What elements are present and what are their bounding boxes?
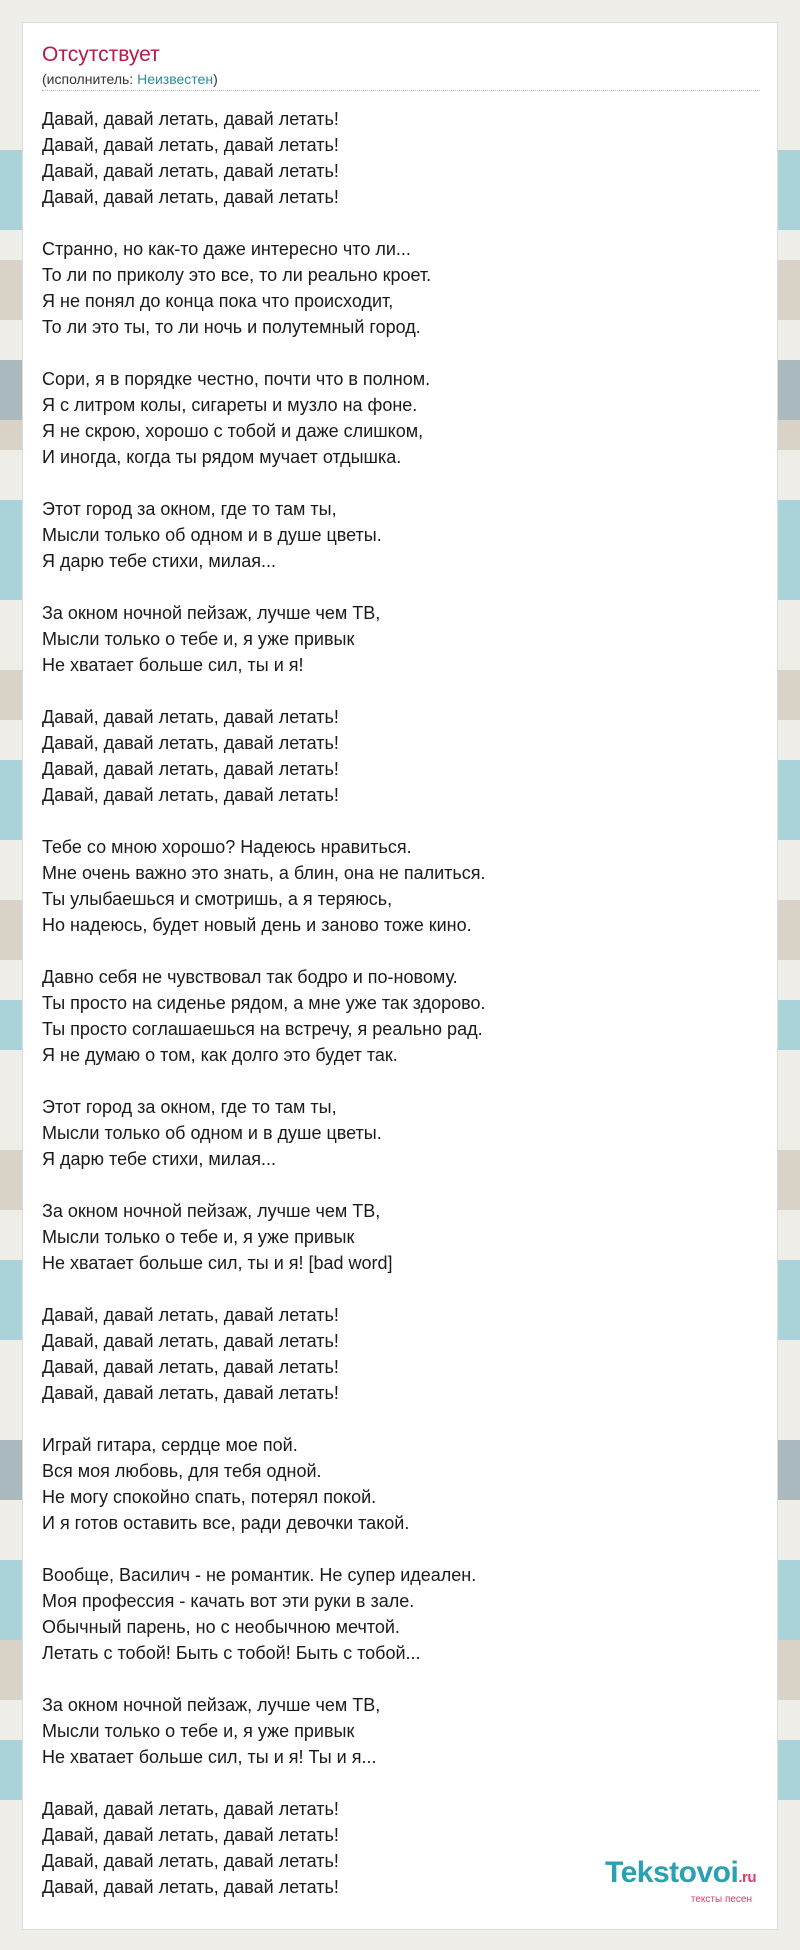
- logo-wordmark: [605, 1858, 756, 1893]
- lyric-line: Давай, давай летать, давай летать!: [42, 135, 339, 155]
- lyric-line: Моя профессия - качать вот эти руки в зале.: [42, 1591, 415, 1611]
- lyrics-stanza: [42, 1562, 760, 1666]
- performer-line: [42, 70, 760, 88]
- lyric-line: Я дарю тебе стихи, милая...: [42, 551, 277, 571]
- lyric-line: Сори, я в порядке честно, почти что в полном.: [42, 369, 431, 389]
- lyrics-stanza: [42, 496, 760, 574]
- lyrics-stanza: [42, 834, 760, 938]
- lyric-line: То ли это ты, то ли ночь и полутемный город.: [42, 317, 421, 337]
- lyric-line: Летать с тобой! Быть с тобой! Быть с тобой...: [42, 1643, 421, 1663]
- lyric-line: Мысли только о тебе и, я уже привык: [42, 1227, 355, 1247]
- performer-suffix: ): [213, 71, 218, 87]
- lyric-line: Ты просто на сиденье рядом, а мне уже так здорово.: [42, 993, 486, 1013]
- logo-tld: .ru: [738, 1869, 756, 1886]
- lyric-line: Давай, давай летать, давай летать!: [42, 1851, 339, 1871]
- logo-main-text: Tekstovoi: [605, 1856, 739, 1889]
- lyric-line: Мысли только об одном и в душе цветы.: [42, 525, 382, 545]
- lyrics-stanza: [42, 1432, 760, 1536]
- lyric-line: Давно себя не чувствовал так бодро и по-новому.: [42, 967, 458, 987]
- lyrics-stanza: [42, 704, 760, 808]
- lyric-line: Давай, давай летать, давай летать!: [42, 1331, 339, 1351]
- song-header: [42, 43, 760, 91]
- lyric-line: Странно, но как-то даже интересно что ли...: [42, 239, 411, 259]
- lyric-line: Давай, давай летать, давай летать!: [42, 785, 339, 805]
- performer-link[interactable]: Неизвестен: [137, 71, 214, 87]
- lyric-line: Давай, давай летать, давай летать!: [42, 1305, 339, 1325]
- lyric-line: Мысли только о тебе и, я уже привык: [42, 629, 355, 649]
- lyric-line: Мысли только о тебе и, я уже привык: [42, 1721, 355, 1741]
- lyric-line: Не хватает больше сил, ты и я! [bad word]: [42, 1253, 393, 1273]
- lyrics-stanza: [42, 366, 760, 470]
- lyric-line: Вообще, Василич - не романтик. Не супер идеален.: [42, 1565, 477, 1585]
- lyrics-stanza: [42, 964, 760, 1068]
- lyric-line: Я не думаю о том, как долго это будет так.: [42, 1045, 398, 1065]
- lyric-line: Вся моя любовь, для тебя одной.: [42, 1461, 322, 1481]
- lyric-line: Давай, давай летать, давай летать!: [42, 161, 339, 181]
- lyric-line: За окном ночной пейзаж, лучше чем ТВ,: [42, 603, 381, 623]
- lyrics-stanza: [42, 1094, 760, 1172]
- lyrics-stanza: [42, 1692, 760, 1770]
- lyric-line: Давай, давай летать, давай летать!: [42, 187, 339, 207]
- lyric-line: Тебе со мною хорошо? Надеюсь нравиться.: [42, 837, 412, 857]
- lyric-line: Я дарю тебе стихи, милая...: [42, 1149, 277, 1169]
- lyrics-card: [22, 22, 778, 1930]
- logo-tagline: тексты песен: [690, 1894, 752, 1905]
- lyric-line: Мысли только об одном и в душе цветы.: [42, 1123, 382, 1143]
- lyric-line: Этот город за окном, где то там ты,: [42, 1097, 337, 1117]
- lyrics-body: [42, 106, 760, 1926]
- lyrics-stanza: [42, 600, 760, 678]
- lyrics-stanza: [42, 236, 760, 340]
- lyric-line: Давай, давай летать, давай летать!: [42, 1877, 339, 1897]
- site-logo[interactable]: [605, 1858, 756, 1905]
- lyric-line: За окном ночной пейзаж, лучше чем ТВ,: [42, 1201, 381, 1221]
- lyric-line: Я не понял до конца пока что происходит,: [42, 291, 394, 311]
- lyric-line: Давай, давай летать, давай летать!: [42, 1357, 339, 1377]
- lyric-line: Не хватает больше сил, ты и я! Ты и я...: [42, 1747, 377, 1767]
- lyric-line: Я с литром колы, сигареты и музло на фоне.: [42, 395, 418, 415]
- lyric-line: Ты улыбаешься и смотришь, а я теряюсь,: [42, 889, 393, 909]
- lyrics-stanza: [42, 1198, 760, 1276]
- lyric-line: Давай, давай летать, давай летать!: [42, 1383, 339, 1403]
- lyric-line: Мне очень важно это знать, а блин, она не палиться.: [42, 863, 486, 883]
- header-divider: [42, 90, 760, 91]
- lyric-line: За окном ночной пейзаж, лучше чем ТВ,: [42, 1695, 381, 1715]
- lyric-line: Не хватает больше сил, ты и я!: [42, 655, 304, 675]
- lyric-line: Давай, давай летать, давай летать!: [42, 109, 339, 129]
- lyrics-stanza: [42, 1302, 760, 1406]
- lyric-line: Не могу спокойно спать, потерял покой.: [42, 1487, 377, 1507]
- lyric-line: То ли по приколу это все, то ли реально кроет.: [42, 265, 432, 285]
- lyric-line: И я готов оставить все, ради девочки такой.: [42, 1513, 410, 1533]
- lyric-line: Обычный парень, но с необычною мечтой.: [42, 1617, 400, 1637]
- lyrics-stanza: [42, 106, 760, 210]
- lyric-line: Ты просто соглашаешься на встречу, я реально рад.: [42, 1019, 483, 1039]
- lyric-line: Давай, давай летать, давай летать!: [42, 759, 339, 779]
- lyric-line: Но надеюсь, будет новый день и заново тоже кино.: [42, 915, 472, 935]
- performer-prefix: (исполнитель:: [42, 71, 138, 87]
- lyric-line: Я не скрою, хорошо с тобой и даже слишком,: [42, 421, 424, 441]
- lyric-line: Этот город за окном, где то там ты,: [42, 499, 337, 519]
- song-title: Отсутствует: [42, 43, 160, 66]
- lyric-line: Давай, давай летать, давай летать!: [42, 733, 339, 753]
- lyric-line: Давай, давай летать, давай летать!: [42, 1825, 339, 1845]
- lyric-line: И иногда, когда ты рядом мучает отдышка.: [42, 447, 402, 467]
- lyric-line: Давай, давай летать, давай летать!: [42, 1799, 339, 1819]
- lyric-line: Давай, давай летать, давай летать!: [42, 707, 339, 727]
- lyric-line: Играй гитара, сердце мое пой.: [42, 1435, 298, 1455]
